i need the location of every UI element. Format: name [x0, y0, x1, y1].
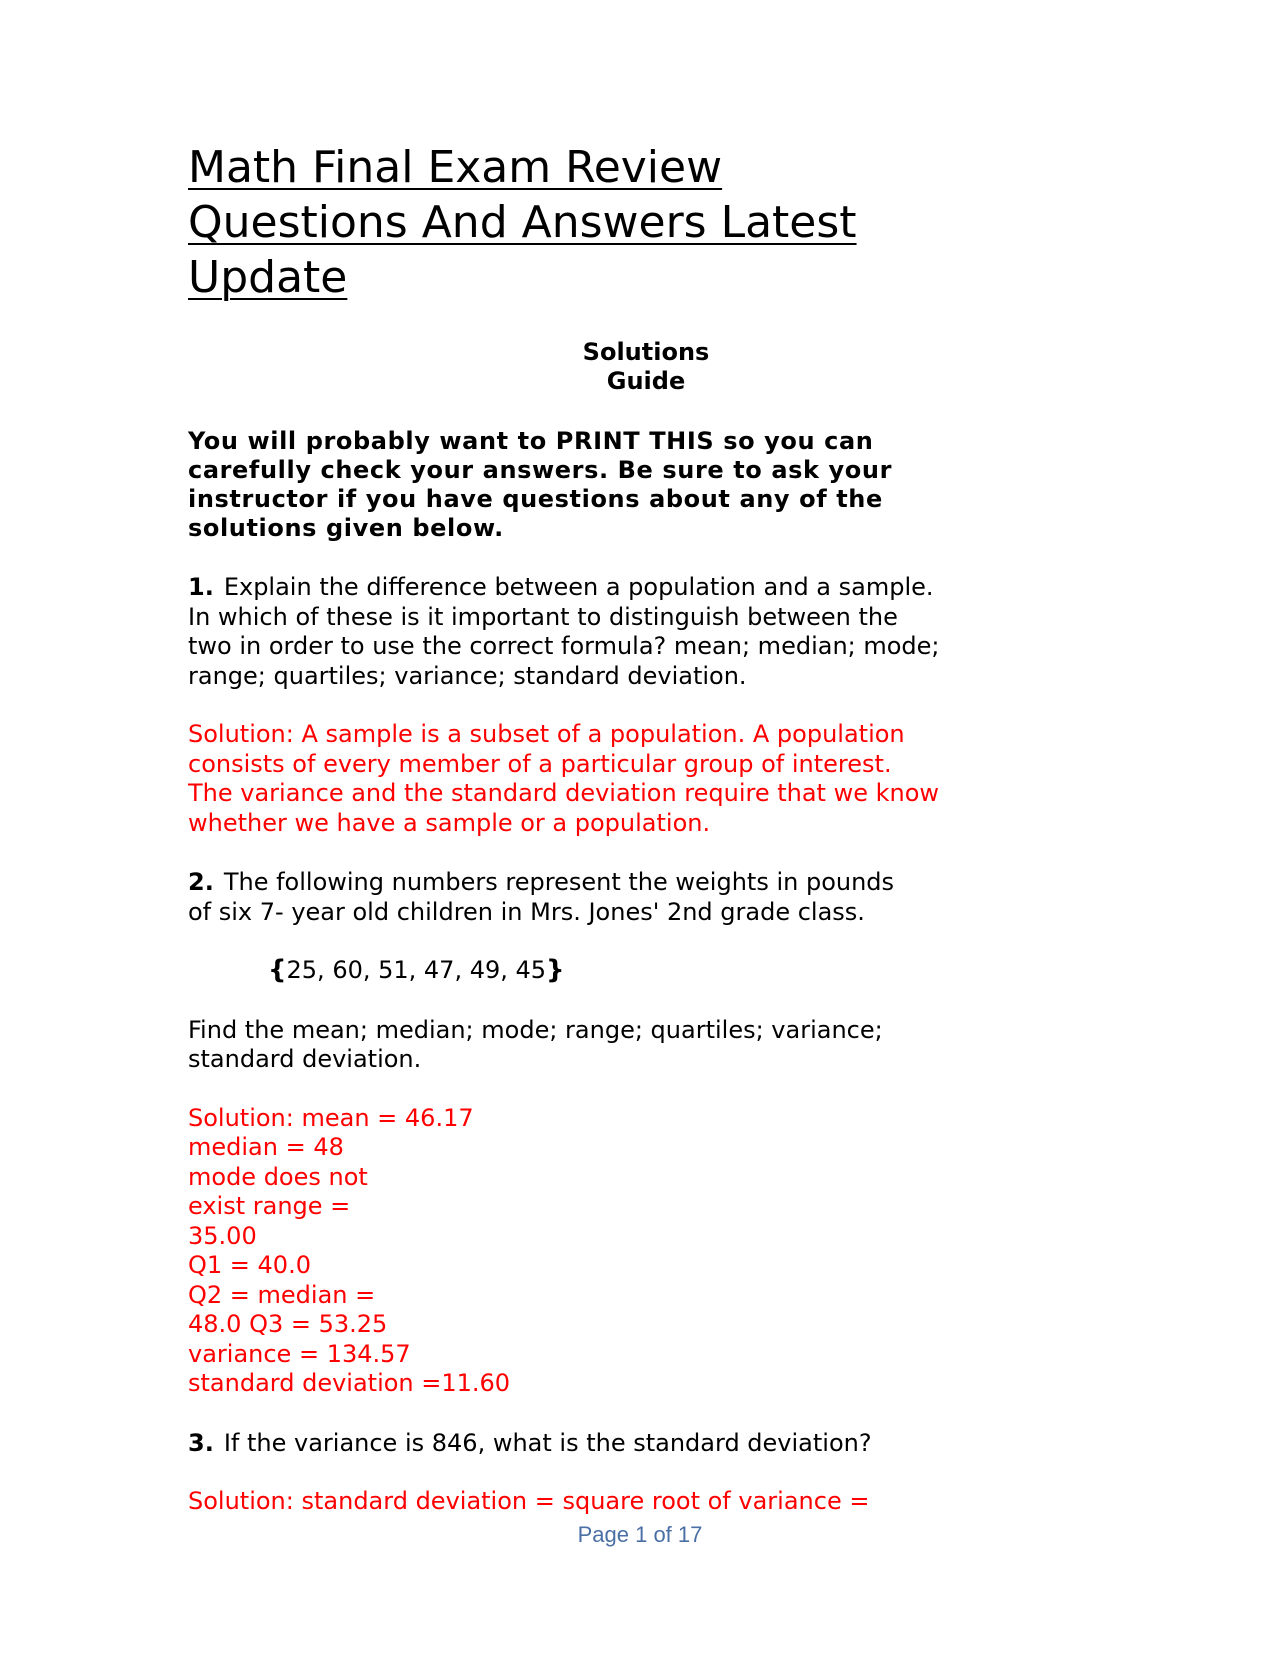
intro-note — [188, 427, 1068, 543]
intro-line-1: You will probably want to PRINT THIS so you can — [188, 427, 874, 455]
title-line-1: Math Final Exam Review — [188, 142, 723, 193]
solution-2-line-2: median = 48 — [188, 1133, 344, 1161]
question-3-text: If the variance is 846, what is the standard deviation? — [223, 1428, 872, 1457]
question-1-line-2: In which of these is it important to distinguish between the — [188, 602, 898, 631]
question-2-find-line-2: standard deviation. — [188, 1045, 422, 1073]
title-line-3: Update — [188, 252, 348, 303]
solution-2-line-8: 48.0 Q3 = 53.25 — [188, 1310, 388, 1338]
question-2-line-1 — [188, 868, 1068, 898]
solution-1-line-2: consists of every member of a particular group of interest. — [188, 749, 892, 778]
question-2-find-line-1: Find the mean; median; mode; range; quartiles; variance; — [188, 1015, 883, 1044]
question-1-line-4: range; quartiles; variance; standard deviation. — [188, 661, 747, 690]
subtitle-line-2: Guide — [606, 367, 686, 395]
question-2 — [188, 868, 1068, 927]
solution-2-line-4: exist range = — [188, 1192, 351, 1220]
solution-2-line-1: Solution: mean = 46.17 — [188, 1103, 474, 1132]
solution-1-line-3: The variance and the standard deviation require that we know — [188, 779, 940, 807]
question-1-line-1 — [188, 573, 1068, 603]
document-content — [188, 140, 1068, 1517]
intro-line-2: carefully check your answers. Be sure to ask your — [188, 456, 893, 484]
solution-1 — [188, 720, 1068, 838]
set-open-brace: { — [268, 955, 287, 985]
solution-2 — [188, 1104, 1068, 1399]
data-set — [188, 956, 1068, 986]
question-1 — [188, 573, 1068, 691]
solution-2-line-3: mode does not — [188, 1162, 368, 1191]
question-3-number: 3. — [188, 1428, 214, 1457]
set-values: 25, 60, 51, 47, 49, 45 — [286, 956, 547, 984]
question-3 — [188, 1429, 1068, 1459]
solution-1-line-1: Solution: A sample is a subset of a population. A population — [188, 720, 905, 748]
question-2-line-2: of six 7- year old children in Mrs. Jones' 2nd grade class. — [188, 897, 865, 926]
intro-line-3: instructor if you have questions about any of the — [188, 485, 883, 513]
set-close-brace: } — [546, 955, 565, 985]
solution-2-line-5: 35.00 — [188, 1221, 257, 1250]
question-1-line-3: two in order to use the correct formula? mean; median; mode; — [188, 632, 940, 660]
question-1-text: Explain the difference between a population and a sample. — [223, 573, 934, 601]
question-2-text: The following numbers represent the weights in pounds — [223, 868, 895, 896]
intro-line-4: solutions given below. — [188, 514, 504, 542]
subtitle-line-1: Solutions — [582, 338, 710, 366]
solution-1-line-4: whether we have a sample or a population. — [188, 808, 711, 837]
solution-2-line-10: standard deviation =11.60 — [188, 1369, 511, 1397]
solution-2-line-7: Q2 = median = — [188, 1280, 376, 1309]
solution-3: Solution: standard deviation = square root of variance = — [188, 1487, 870, 1515]
subtitle — [188, 338, 941, 396]
page-footer: Page 1 of 17 — [577, 1522, 703, 1547]
question-2-instructions — [188, 1016, 1068, 1075]
question-2-number: 2. — [188, 868, 214, 896]
question-1-number: 1. — [188, 573, 214, 601]
document-title — [188, 140, 1068, 305]
title-line-2: Questions And Answers Latest — [188, 197, 857, 248]
solution-2-line-9: variance = 134.57 — [188, 1339, 411, 1368]
solution-2-line-6: Q1 = 40.0 — [188, 1251, 311, 1279]
